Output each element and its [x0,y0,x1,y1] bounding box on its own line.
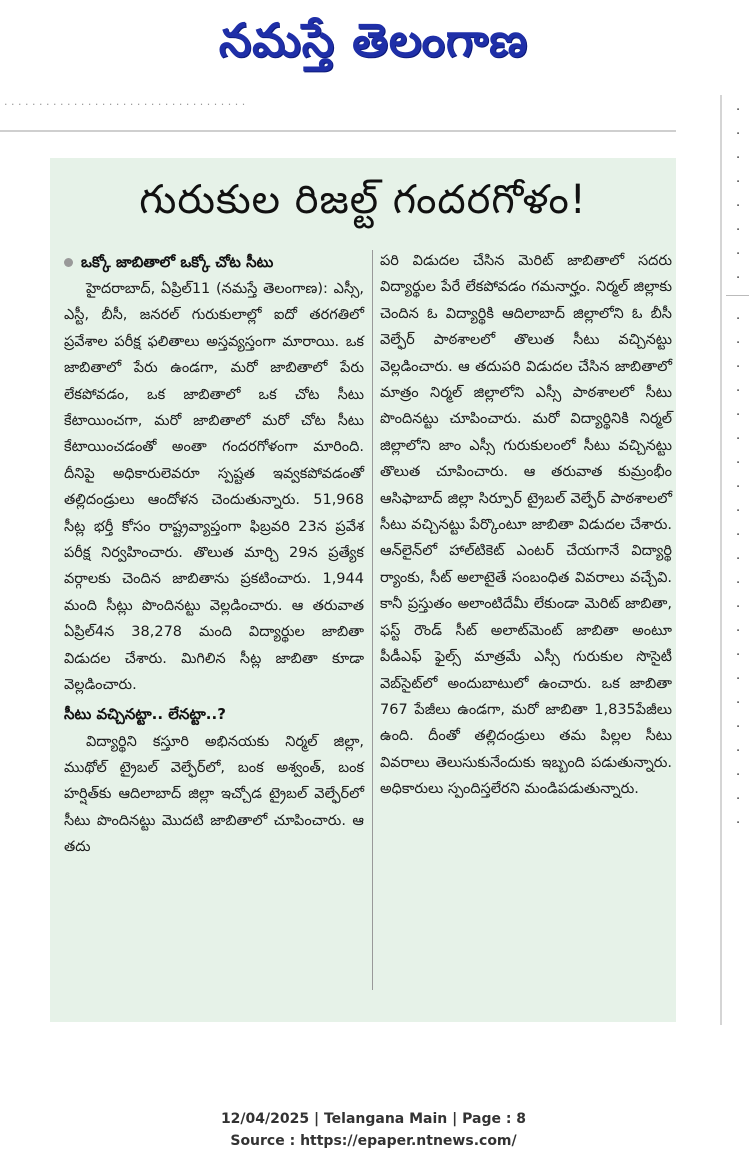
article-column-left [64,248,364,861]
page-footer [0,1108,747,1152]
article-column-right [380,248,672,803]
subhead-text: ఒక్కో జాబితాలో ఒక్కో చోట సీటు [81,253,274,271]
article-paragraph: పరి విడుదల చేసిన మెరిట్ జాబితాలో సదరు విద్యార్థుల పేరే లేకపోవడం గమనార్హం. నిర్మల్ జిల్లాకు చెందిన ఓ విద్యార్థికి ఆదిలాబాద్ జిల్లాలోని ఓ బీసీ వెల్ఫేర్ పాఠశాలలో తొలుత సీటు వచ్చినట్టు వెల్లడించారు. ఆ తదుపరి విడుదల చేసిన జాబితాలో మాత్రం నిర్మల్ జిల్లాలోని ఎస్సీ పాఠశాలలో సీటు పొందినట్టు చూపించారు. మరో విద్యార్థినికి నిర్మల్ జిల్లాలోని జాం ఎస్సీ గురుకులంలో సీటు వచ్చినట్టు తొలుత చూపించారు. ఆ తరువాత కుమ్రంభీం ఆసిఫాబాద్ జిల్లా సిర్పూర్ ట్రైబల్ వెల్ఫేర్ పాఠశాలలో సీటు వచ్చినట్టు పేర్కొంటూ జాబితా విడుదల చేశారు. ఆన్‌లైన్‌లో హాల్‌టికెట్ ఎంటర్ చేయగానే విద్యార్థి ర్యాంకు, సీట్ అలాటైతే సంబంధిత వివరాలు వచ్చేవి. కానీ ప్రస్తుతం అలాంటిదేమీ లేకుండా మెరిట్ జాబితా, ఫస్ట్ రౌండ్ సీట్ అలాట్‌మెంట్ జాబితా అంటూ పీడీఎఫ్ ఫైల్స్ మాత్రమే ఎస్సీ గురుకుల సొసైటీ వెబ్‌సైట్‌లో అందుబాటులో ఉంచారు. ఒక జాబితా 767 పేజీలు ఉండగా, మరో జాబితా 1,835పేజీలు ఉంది. దీంతో తల్లిదండ్రులు తమ పిల్లల సీటు వివరాలు తెలుసుకునేందుకు ఇబ్బంది పడుతున్నారు. అధికారులు స్పందిస్తలేరని మండిపడుతున్నారు. [380,253,672,798]
top-divider [0,130,676,132]
masthead [0,0,747,80]
article-paragraph: హైదరాబాద్, ఏప్రిల్11 (నమస్తే తెలంగాణ): ఎస్సీ, ఎస్టీ, బీసీ, జనరల్ గురుకులాల్లో ఐదో తరగతిలో ప్రవేశాల పరీక్ష ఫలితాలు అస్తవ్యస్తంగా మారాయి. ఒక జాబితాలో పేరు ఉండగా, మరో జాబితాలో పేరు లేకపోవడం, ఒక జాబితాలో ఒక చోట సీటు కేటాయించగా, మరో జాబితాలో మరో చోట సీటు కేటాయించడంతో అంతా గందరగోళంగా మారింది. దీనిపై అధికారులెవరూ స్పష్టత ఇవ్వకపోవడంతో తల్లిదండ్రులు ఆందోళన చెందుతున్నారు. 51,968 సీట్ల భర్తీ కోసం రాష్ట్రవ్యాప్తంగా ఫిబ్రవరి 23న ప్రవేశ పరీక్ష నిర్వహించారు. తొలుత మార్చి 29న ప్రత్యేక వర్గాలకు చెందిన జాబితాను ప్రకటించారు. 1,944 మంది సీట్లు పొందినట్టు వెల్లడించారు. ఆ తరువాత ఏప్రిల్4న 38,278 మంది విద్యార్థుల జాబితా విడుదల చేశారు. మిగిలిన సీట్ల జాబితా కూడా వెల్లడించారు. [64,281,364,694]
column-divider [372,250,373,990]
article-paragraph: విద్యార్థిని కస్తూరి అభినయకు నిర్మల్ జిల్లా, ముథోల్ ట్రైబల్ వెల్ఫేర్‌లో, బంక అశ్వంత్, బంక హర్షిత్‌కు ఆదిలాబాద్ జిల్లా ఇచ్చోడ ట్రైబల్ వెల్ఫేర్‌లో సీటు పొందినట్టు మొదటి జాబితాలో చూపించారు. ఆ తదు [64,733,364,856]
adjacent-article-right-fragment: . . . . . . . . . . . . . . . . . . . . . . . . . . . . . . [720,95,749,1025]
article-subhead [64,248,364,276]
cropped-nav-strip: . . . . . . . . . . . . . . . . . . . . . . . . . . . . . . . . . . . [4,95,246,108]
newspaper-logo: నమస్తే తెలంగాణ [218,13,529,67]
footer-source-line: Source : https://epaper.ntnews.com/ [230,1133,517,1149]
adjacent-article-left-fragment [0,160,18,1030]
footer-date-line: 12/04/2025 | Telangana Main | Page : 8 [220,1111,527,1127]
article-headline: గురుకుల రిజల్ట్ గందరగోళం! [139,177,587,223]
bullet-icon [64,258,73,267]
news-article [50,158,676,1022]
article-subheading: సీటు వచ్చినట్టా.. లేనట్టా..? [64,704,226,723]
